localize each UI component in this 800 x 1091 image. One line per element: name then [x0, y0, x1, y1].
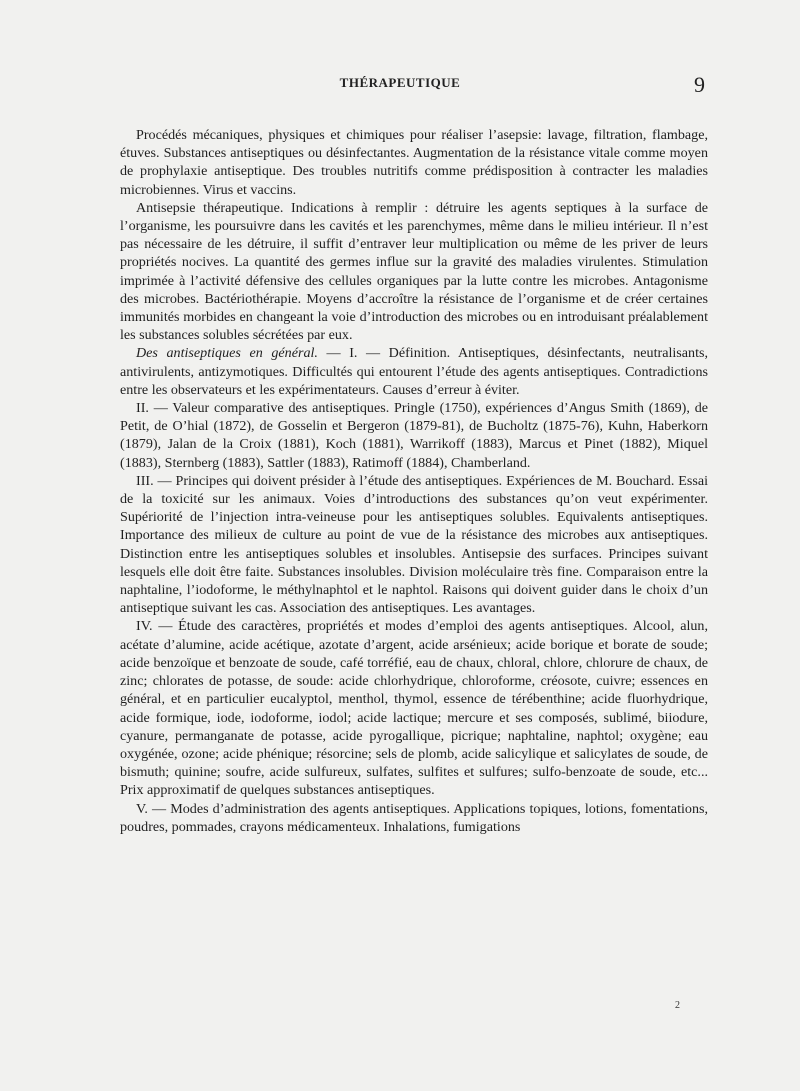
page-number: 9: [694, 72, 705, 97]
paragraph-antisepsie-therapeutique: Antisepsie thérapeutique. Indications à remplir : détruire les agents septiques à la surface de l’organisme, les poursuivre dans les cavités et les parenchymes, même dans le milieu intérieur. Il n’est pas nécessaire de les détruire, il suffit d’entraver leur multiplication ou même de les priver de leurs propriétés nocives. La quantité des germes influe sur la gravité des maladies virulentes. Stimulation imprimée à l’activité défensive des cellules organiques par la lutte contre les microbes. Antagonisme des microbes. Bactériothérapie. Moyens d’accroître la résistance de l’organisme et de créer certaines immunités morbides en changeant la voie d’introduction des microbes ou en introduisant préalablement les substances solubles sécrétées par eux.: [120, 199, 708, 344]
paragraph-etude-caracteres: IV. — Étude des caractères, propriétés et modes d’emploi des agents antiseptiques. Alcool, alun, acétate d’alumine, acide acétique, azotate d’argent, acide arsénieux; acide borique et borate de soude; acide benzoïque et benzoate de soude, café torréfié, eau de chaux, chloral, chlore, chlorure de chaux, de zinc; chlorates de potasse, de soude: acide chlorhydrique, chloroforme, créosote, cuivre; essences en général, et en particulier eucalyptol, menthol, thymol, essence de térébenthine; acide fluorhydrique, acide formique, iode, iodoforme, iodol; acide lactique; mercure et ses composés, sublimé, biiodure, cyanure, permanganate de potasse, acide pyrogallique, picrique; naphtaline, naphtol; oxygène; eau oxygénée, ozone; acide phénique; résorcine; sels de plomb, acide salicylique et salicylates de soude, de bismuth; quinine; soufre, acide sulfureux, sulfates, sulfites et sulfures; sulfo-benzoate de soude, etc... Prix approximatif de quelques substances antiseptiques.: [120, 618, 708, 799]
paragraph-valeur-comparative: II. — Valeur comparative des antiseptiques. Pringle (1750), expériences d’Angus Smith (1869), de Petit, de O’hial (1872), de Gosselin et Bergeron (1879-81), de Bucholtz (1875-76), Kuhn, Haberkorn (1879), Jalan de la Croix (1881), Koch (1881), Warrikoff (1883), Marcus et Pinet (1882), Miquel (1883), Sternberg (1883), Sattler (1883), Ratimoff (1884), Chamberland.: [120, 400, 708, 471]
paragraph-principes: III. — Principes qui doivent présider à l’étude des antiseptiques. Expériences de M. Bouchard. Essai de la toxicité sur les animaux. Voies d’introductions des substances qu’on veut expérimenter. Supériorité de l’injection intra-veineuse pour les antiseptiques solubles. Equivalents antiseptiques. Importance des milieux de culture au point de vue de la résistance des microbes aux antiseptiques. Distinction entre les antiseptiques solubles et insolubles. Antisepsie des surfaces. Principes suivant lesquels elle doit être faite. Substances insolubles. Division moléculaire très fine. Comparaison entre la naphtaline, l’iodoforme, le méthylnaphtol et le naphtol. Raisons qui doivent guider dans le choix d’un antiseptique suivant les cas. Association des antiseptiques. Les avantages.: [120, 472, 708, 617]
running-header-title: THÉRAPEUTIQUE: [339, 75, 461, 90]
paragraph-modes-administration: V. — Modes d’administration des agents antiseptiques. Applications topiques, lotions, fomentations, poudres, pommades, crayons médicamenteux. Inhalations, fumigations: [120, 800, 708, 835]
paragraph-antiseptiques-general-text: — I. — Définition. Antiseptiques, désinfectants, neutralisants, antivirulents, antizymotiques. Difficultés qui entourent l’étude des agents antiseptiques. Contradictions entre les observateurs et les expérimentateurs. Causes d’erreur à éviter.: [120, 345, 708, 398]
body-text: [120, 126, 708, 836]
paragraph-antiseptiques-general: [120, 344, 708, 399]
section-heading-italic: Des antiseptiques en général.: [136, 345, 318, 362]
signature-mark: 2: [675, 1000, 680, 1011]
paragraph-asepsie: Procédés mécaniques, physiques et chimiques pour réaliser l’asepsie: lavage, filtration, flambage, étuves. Substances antiseptiques ou désinfectantes. Augmentation de la résistance vitale comme moyen de prophylaxie antiseptique. Des troubles nutritifs comme prédisposition à contracter les maladies microbiennes. Virus et vaccins.: [120, 127, 708, 198]
